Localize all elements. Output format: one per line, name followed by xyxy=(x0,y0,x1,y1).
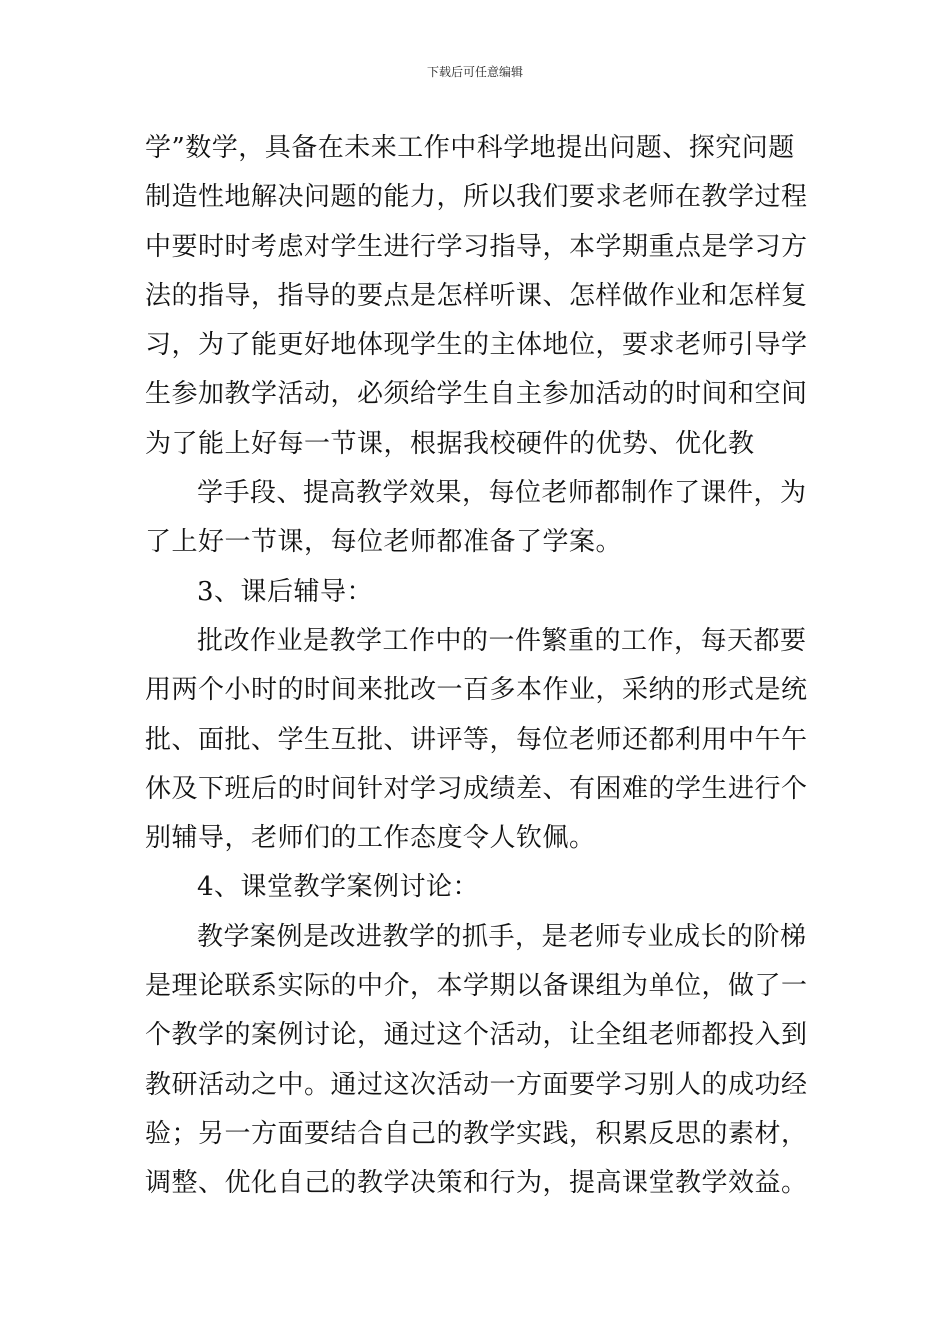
section-heading: 4、课堂教学案例讨论： xyxy=(197,872,480,903)
text-line: 生参加教学活动，必须给学生自主参加活动的时间和空间 xyxy=(145,379,808,410)
text-line: 教学案例是改进教学的抓手，是老师专业成长的阶梯 xyxy=(197,921,807,952)
text-line: 批改作业是教学工作中的一件繁重的工作，每天都要 xyxy=(197,625,807,656)
text-line: 是理论联系实际的中介，本学期以备课组为单位，做了一 xyxy=(145,971,808,1002)
document-body xyxy=(145,124,815,1209)
text-line: 了上好一节课，每位老师都准备了学案。 xyxy=(145,527,623,558)
text-line: 法的指导，指导的要点是怎样听课、怎样做作业和怎样复 xyxy=(145,280,808,311)
section-heading: 3、课后辅导： xyxy=(197,576,374,607)
text-line: 教研活动之中。通过这次活动一方面要学习别人的成功经 xyxy=(145,1069,808,1100)
text-line: 制造性地解决问题的能力，所以我们要求老师在教学过程 xyxy=(145,182,808,213)
page-header: 下载后可任意编辑 xyxy=(426,65,523,79)
text-line: 习，为了能更好地体现学生的主体地位，要求老师引导学 xyxy=(145,330,808,361)
text-line: 个教学的案例讨论，通过这个活动，让全组老师都投入到 xyxy=(145,1020,808,1051)
text-line: 学手段、提高教学效果，每位老师都制作了课件，为 xyxy=(197,478,807,509)
text-line: 验；另一方面要结合自己的教学实践，积累反思的素材， xyxy=(145,1118,808,1149)
text-line: 学”数学，具备在未来工作中科学地提出问题、探究问题 xyxy=(145,133,795,163)
text-line: 调整、优化自己的教学决策和行为，提高课堂教学效益。 xyxy=(145,1168,808,1199)
text-line: 批、面批、学生互批、讲评等，每位老师还都利用中午午 xyxy=(145,724,808,755)
text-line: 中要时时考虑对学生进行学习指导，本学期重点是学习方 xyxy=(145,231,808,262)
text-line: 别辅导，老师们的工作态度令人钦佩。 xyxy=(145,823,596,854)
text-line: 休及下班后的时间针对学习成绩差、有困难的学生进行个 xyxy=(145,773,808,804)
text-line: 用两个小时的时间来批改一百多本作业，采纳的形式是统 xyxy=(145,675,808,706)
text-line: 为了能上好每一节课，根据我校硬件的优势、优化教 xyxy=(145,428,755,459)
